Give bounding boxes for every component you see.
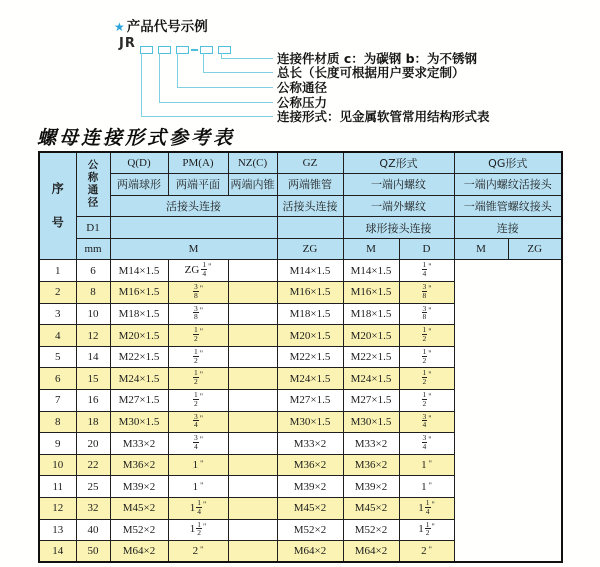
cell-qg-zg: $\frac{1}{2}$ " xyxy=(399,368,454,390)
cell-qg-zg: $\frac{3}{8}$ " xyxy=(399,303,454,325)
cell-seq: 7 xyxy=(39,390,76,412)
cell-m-thread: M14×1.5 xyxy=(110,260,168,282)
header-unit-m: M xyxy=(110,238,277,260)
cell-seq: 9 xyxy=(39,433,76,455)
cell-qz-m xyxy=(228,411,277,433)
header-form-qg: QG形式 xyxy=(454,152,562,174)
cell-gz-zg: $\frac{1}{2}$ " xyxy=(168,346,228,368)
cell-qg-zg: $\frac{1}{4}$ " xyxy=(399,260,454,282)
header-desc-qz: 一端内螺纹 xyxy=(343,174,454,196)
fraction: $\frac{3}{4}$ xyxy=(422,433,427,452)
cell-qg-zg: $\frac{3}{4}$ " xyxy=(399,433,454,455)
cell-dn-mm: 50 xyxy=(76,541,110,563)
cell-dn-mm: 10 xyxy=(76,303,110,325)
cell-qz-m xyxy=(228,454,277,476)
cell-qg-zg: 2 " xyxy=(399,541,454,563)
cell-qz-d: M27×1.5 xyxy=(277,390,343,412)
header-desc-gz: 两端锥管 xyxy=(277,174,343,196)
fraction: $\frac{1}{2}$ xyxy=(193,368,198,387)
cell-dn-mm: 20 xyxy=(76,433,110,455)
cell-qg-m: M45×2 xyxy=(343,498,399,520)
cell-qg-m: M18×1.5 xyxy=(343,303,399,325)
cell-gz-zg: ZG $\frac{1}{4}$ " xyxy=(168,260,228,282)
cell-qg-zg: $\frac{3}{8}$ " xyxy=(399,282,454,304)
header-form-nzc: NZ(C) xyxy=(228,152,277,174)
cell-dn-mm: 22 xyxy=(76,454,110,476)
cell-gz-zg: $\frac{3}{4}$ " xyxy=(168,411,228,433)
cell-qg-m: M24×1.5 xyxy=(343,368,399,390)
cell-gz-zg: $\frac{1}{2}$ " xyxy=(168,325,228,347)
header-unit-qz-m: M xyxy=(343,238,399,260)
cell-qg-m: M27×1.5 xyxy=(343,390,399,412)
fraction: $\frac{3}{4}$ xyxy=(422,411,427,430)
connector-line-5 xyxy=(221,53,273,59)
cell-seq: 6 xyxy=(39,368,76,390)
fraction: $\frac{3}{4}$ xyxy=(193,433,198,452)
cell-qz-d: M33×2 xyxy=(277,433,343,455)
header-union-left: 活接头连接 xyxy=(110,195,277,217)
cell-qz-m xyxy=(228,303,277,325)
cell-seq: 13 xyxy=(39,519,76,541)
cell-qg-zg: 1 $\frac{1}{4}$ " xyxy=(399,498,454,520)
header-desc-nzc: 两端内锥 xyxy=(228,174,277,196)
cell-qg-zg: $\frac{1}{2}$ " xyxy=(399,325,454,347)
header-seq xyxy=(39,152,76,260)
cell-gz-zg: $\frac{1}{2}$ " xyxy=(168,390,228,412)
header-seq-label: 序号 xyxy=(50,181,65,250)
cell-qz-d: M45×2 xyxy=(277,498,343,520)
fraction: $\frac{1}{2}$ xyxy=(422,325,427,344)
cell-qg-m: M36×2 xyxy=(343,454,399,476)
header-desc-pma: 两端平面 xyxy=(168,174,228,196)
header-unit-zg: ZG xyxy=(277,238,343,260)
cell-seq: 5 xyxy=(39,346,76,368)
fraction: $\frac{1}{2}$ xyxy=(422,346,427,365)
cell-qz-m xyxy=(228,498,277,520)
fraction: $\frac{1}{4}$ xyxy=(425,497,430,516)
header-d1: D1 xyxy=(76,217,110,239)
cell-qg-zg: $\frac{1}{2}$ " xyxy=(399,390,454,412)
fraction: $\frac{1}{4}$ xyxy=(197,497,201,516)
cell-qz-m xyxy=(228,433,277,455)
cell-qg-m: M22×1.5 xyxy=(343,346,399,368)
cell-qg-zg: $\frac{1}{2}$ " xyxy=(399,346,454,368)
cell-qg-zg: 1 " xyxy=(399,454,454,476)
cell-qz-m xyxy=(228,260,277,282)
cell-qg-zg: 1 " xyxy=(399,476,454,498)
cell-qg-m: M30×1.5 xyxy=(343,411,399,433)
table-row xyxy=(39,325,562,347)
fraction: $\frac{1}{2}$ xyxy=(193,389,198,408)
cell-dn-mm: 6 xyxy=(76,260,110,282)
cell-gz-zg: 1 $\frac{1}{2}$ " xyxy=(168,519,228,541)
fraction: $\frac{1}{2}$ xyxy=(422,368,427,387)
fraction: $\frac{1}{2}$ xyxy=(193,346,198,365)
header-unit-qz-d: D xyxy=(399,238,454,260)
cell-qz-m xyxy=(228,346,277,368)
header-form-gz: GZ xyxy=(277,152,343,174)
table-row xyxy=(39,519,562,541)
fraction: $\frac{1}{2}$ xyxy=(425,519,430,538)
cell-qz-m xyxy=(228,368,277,390)
table-row xyxy=(39,368,562,390)
cell-dn-mm: 16 xyxy=(76,390,110,412)
fraction: $\frac{3}{8}$ xyxy=(422,303,427,322)
cell-dn-mm: 25 xyxy=(76,476,110,498)
header-desc-qg: 一端内螺纹活接头 xyxy=(454,174,562,196)
cell-qz-m xyxy=(228,519,277,541)
fraction: $\frac{1}{2}$ xyxy=(193,325,198,344)
cell-gz-zg: $\frac{3}{4}$ " xyxy=(168,433,228,455)
cell-qg-zg: 1 $\frac{1}{2}$ " xyxy=(399,519,454,541)
cell-qz-d: M24×1.5 xyxy=(277,368,343,390)
fraction: $\frac{3}{8}$ xyxy=(422,281,427,300)
fraction: $\frac{1}{4}$ xyxy=(202,260,207,279)
cell-qz-m xyxy=(228,390,277,412)
cell-qz-d: M14×1.5 xyxy=(277,260,343,282)
header-union-gz: 活接头连接 xyxy=(277,195,343,217)
cell-gz-zg: $\frac{1}{2}$ " xyxy=(168,368,228,390)
cell-m-thread: M39×2 xyxy=(110,476,168,498)
diagram-heading xyxy=(114,15,208,35)
header-taper-joint-qg: 一端锥管螺纹接头 xyxy=(454,195,562,217)
header-ext-thread-qz: 一端外螺纹 xyxy=(343,195,454,217)
fraction: $\frac{1}{2}$ xyxy=(422,389,427,408)
cell-seq: 10 xyxy=(39,454,76,476)
header-blank-left xyxy=(110,217,277,239)
cell-qg-m: M52×2 xyxy=(343,519,399,541)
cell-qz-d: M39×2 xyxy=(277,476,343,498)
cell-qz-d: M20×1.5 xyxy=(277,325,343,347)
code-label-length: 总长（长度可根据用户要求定制） xyxy=(277,65,465,80)
table-row xyxy=(39,498,562,520)
table-row xyxy=(39,454,562,476)
table-header xyxy=(39,152,562,260)
cell-m-thread: M52×2 xyxy=(110,519,168,541)
header-unit-qg-zg: ZG xyxy=(508,238,562,260)
table-row xyxy=(39,476,562,498)
code-label-material: 连接件材质 c：为碳钢 b：为不锈钢 xyxy=(277,51,478,66)
cell-seq: 11 xyxy=(39,476,76,498)
table-row xyxy=(39,282,562,304)
cell-qz-d: M64×2 xyxy=(277,541,343,563)
table-row xyxy=(39,411,562,433)
cell-qz-m xyxy=(228,541,277,563)
cell-m-thread: M20×1.5 xyxy=(110,325,168,347)
cell-m-thread: M27×1.5 xyxy=(110,390,168,412)
cell-m-thread: M64×2 xyxy=(110,541,168,563)
code-dash xyxy=(191,49,198,51)
header-form-qd: Q(D) xyxy=(110,152,168,174)
cell-qg-m: M20×1.5 xyxy=(343,325,399,347)
cell-seq: 14 xyxy=(39,541,76,563)
cell-qg-zg: $\frac{3}{4}$ " xyxy=(399,411,454,433)
cell-qg-m: M33×2 xyxy=(343,433,399,455)
cell-seq: 2 xyxy=(39,282,76,304)
cell-qz-d: M52×2 xyxy=(277,519,343,541)
header-unit-mm: mm xyxy=(76,238,110,260)
cell-gz-zg: $\frac{3}{8}$ " xyxy=(168,303,228,325)
code-label-diameter: 公称通径 xyxy=(277,80,328,95)
cell-qz-m xyxy=(228,282,277,304)
cell-gz-zg: $\frac{3}{8}$ " xyxy=(168,282,228,304)
cell-m-thread: M18×1.5 xyxy=(110,303,168,325)
cell-qz-d: M30×1.5 xyxy=(277,411,343,433)
table-row xyxy=(39,433,562,455)
cell-m-thread: M33×2 xyxy=(110,433,168,455)
fraction: $\frac{3}{4}$ xyxy=(193,411,198,430)
cell-dn-mm: 15 xyxy=(76,368,110,390)
table-row xyxy=(39,260,562,282)
table-row xyxy=(39,541,562,563)
fraction: $\frac{3}{8}$ xyxy=(193,281,198,300)
cell-seq: 1 xyxy=(39,260,76,282)
table-body xyxy=(39,260,562,562)
header-form-qz: QZ形式 xyxy=(343,152,454,174)
cell-qg-m: M39×2 xyxy=(343,476,399,498)
fraction: $\frac{1}{2}$ xyxy=(197,519,201,538)
cell-gz-zg: 1 " xyxy=(168,454,228,476)
cell-m-thread: M24×1.5 xyxy=(110,368,168,390)
cell-m-thread: M45×2 xyxy=(110,498,168,520)
table-row xyxy=(39,346,562,368)
cell-seq: 12 xyxy=(39,498,76,520)
cell-qz-m xyxy=(228,476,277,498)
table-title: 螺母连接形式参考表 xyxy=(37,128,236,149)
cell-dn-mm: 12 xyxy=(76,325,110,347)
cell-gz-zg: 1 " xyxy=(168,476,228,498)
fraction: $\frac{1}{4}$ xyxy=(422,260,427,279)
cell-m-thread: M16×1.5 xyxy=(110,282,168,304)
cell-dn-mm: 18 xyxy=(76,411,110,433)
header-blank-gz xyxy=(277,217,343,239)
cell-qz-d: M18×1.5 xyxy=(277,303,343,325)
cell-m-thread: M22×1.5 xyxy=(110,346,168,368)
table-row xyxy=(39,390,562,412)
cell-gz-zg: 2 " xyxy=(168,541,228,563)
header-desc-qd: 两端球形 xyxy=(110,174,168,196)
cell-dn-mm: 14 xyxy=(76,346,110,368)
header-dn xyxy=(76,152,110,217)
cell-qg-m: M64×2 xyxy=(343,541,399,563)
cell-dn-mm: 32 xyxy=(76,498,110,520)
star-icon: ★ xyxy=(114,20,125,34)
cell-seq: 8 xyxy=(39,411,76,433)
cell-qg-m: M14×1.5 xyxy=(343,260,399,282)
cell-dn-mm: 8 xyxy=(76,282,110,304)
fraction: $\frac{3}{8}$ xyxy=(193,303,198,322)
cell-qz-d: M36×2 xyxy=(277,454,343,476)
cell-dn-mm: 40 xyxy=(76,519,110,541)
header-dn-label: 公称通径 xyxy=(86,159,99,210)
cell-m-thread: M36×2 xyxy=(110,454,168,476)
code-label-pressure: 公称压力 xyxy=(277,95,328,110)
cell-qg-m: M16×1.5 xyxy=(343,282,399,304)
cell-m-thread: M30×1.5 xyxy=(110,411,168,433)
cell-seq: 3 xyxy=(39,303,76,325)
code-label-connection: 连接形式：见金属软管常用结构形式表 xyxy=(277,109,490,124)
table-row xyxy=(39,303,562,325)
header-connect-qg: 连接 xyxy=(454,217,562,239)
cell-qz-d: M16×1.5 xyxy=(277,282,343,304)
diagram-heading-text: 产品代号示例 xyxy=(126,19,208,35)
cell-qz-d: M22×1.5 xyxy=(277,346,343,368)
header-form-pma: PM(A) xyxy=(168,152,228,174)
reference-table xyxy=(38,151,563,563)
cell-seq: 4 xyxy=(39,325,76,347)
header-ball-joint-qz: 球形接头连接 xyxy=(343,217,454,239)
code-prefix: JR xyxy=(119,36,136,51)
cell-qz-m xyxy=(228,325,277,347)
header-unit-qg-m: M xyxy=(454,238,508,260)
cell-gz-zg: 1 $\frac{1}{4}$ " xyxy=(168,498,228,520)
